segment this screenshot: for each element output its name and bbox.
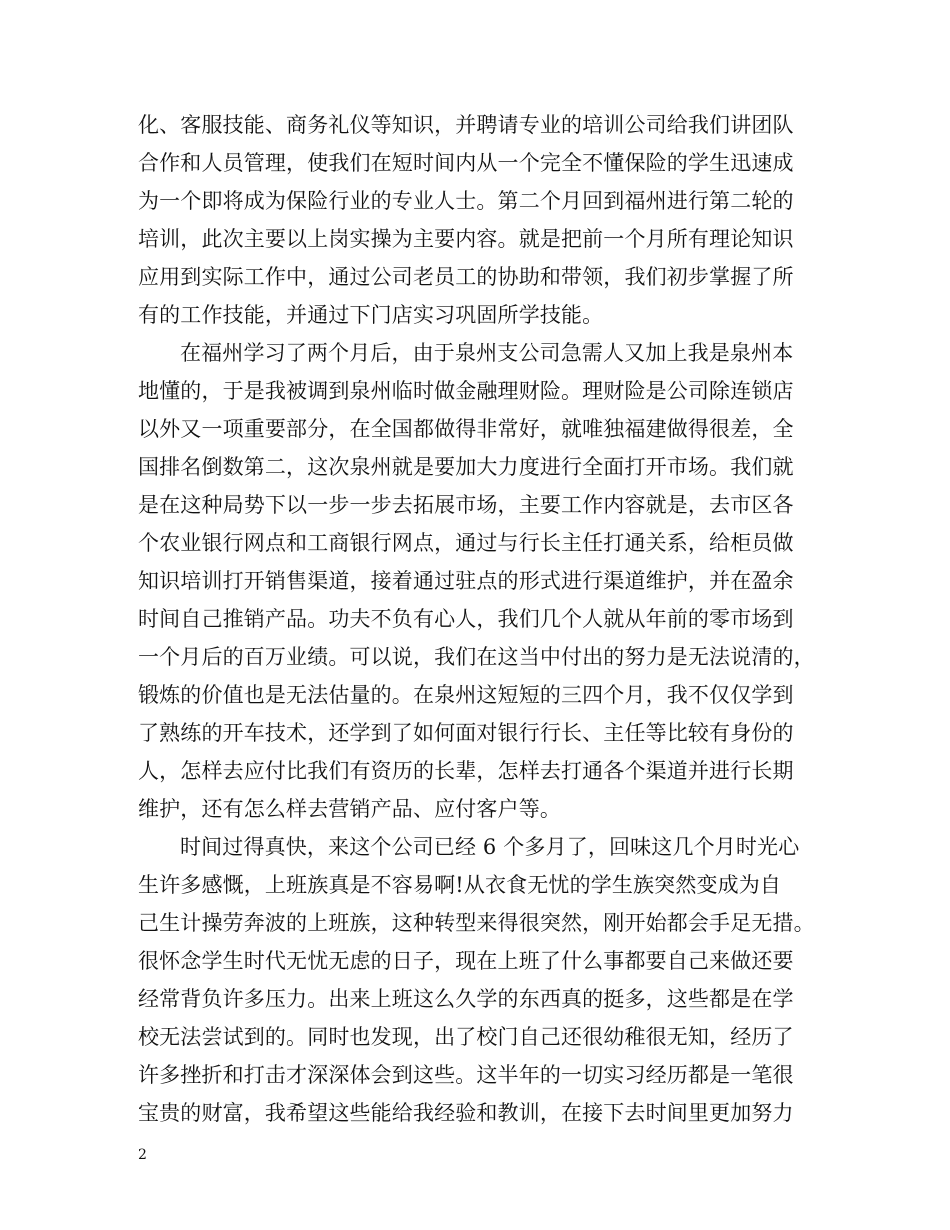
text-line: 时间过得真快，来这个公司已经 6 个多月了，回味这几个月时光心 [180,835,800,859]
text-line: 地懂的，于是我被调到泉州临时做金融理财险。理财险是公司除连锁店 [138,379,794,403]
text-line: 知识培训打开销售渠道，接着通过驻点的形式进行渠道维护，并在盈余 [138,569,794,593]
text-line: 很怀念学生时代无忧无虑的日子，现在上班了什么事都要自己来做还要 [138,949,794,973]
page-number: 2 [138,1147,147,1163]
text-line: 生许多感慨，上班族真是不容易啊!从衣食无忧的学生族突然变成为自 [138,873,782,897]
paragraph-1 [138,106,828,334]
paragraph-2 [138,334,828,828]
text-line: 维护，还有怎么样去营销产品、应付客户等。 [138,797,561,821]
text-line: 锻炼的价值也是无法估量的。在泉州这短短的三四个月，我不仅仅学到 [138,683,794,707]
text-line: 许多挫折和打击才深深体会到这些。这半年的一切实习经历都是一笔很 [138,1063,794,1087]
text-line: 校无法尝试到的。同时也发现，出了校门自己还很幼稚很无知，经历了 [138,1025,794,1049]
text-line: 培训，此次主要以上岗实操为主要内容。就是把前一个月所有理论知识 [138,227,794,251]
text-line: 为一个即将成为保险行业的专业人士。第二个月回到福州进行第二轮的 [138,189,794,213]
text-line: 应用到实际工作中，通过公司老员工的协助和带领，我们初步掌握了所 [138,265,794,289]
document-body [138,106,828,1132]
text-line: 有的工作技能，并通过下门店实习巩固所学技能。 [138,303,604,327]
text-line: 经常背负许多压力。出来上班这么久学的东西真的挺多，这些都是在学 [138,987,794,1011]
text-line: 了熟练的开车技术，还学到了如何面对银行行长、主任等比较有身份的 [138,721,794,745]
text-line: 国排名倒数第二，这次泉州就是要加大力度进行全面打开市场。我们就 [138,455,794,479]
text-line: 己生计操劳奔波的上班族，这种转型来得很突然，刚开始都会手足无措。 [138,911,815,935]
text-line: 在福州学习了两个月后，由于泉州支公司急需人又加上我是泉州本 [180,341,794,365]
text-line: 人，怎样去应付比我们有资历的长辈，怎样去打通各个渠道并进行长期 [138,759,794,783]
text-line: 一个月后的百万业绩。可以说，我们在这当中付出的努力是无法说清的， [138,645,815,669]
paragraph-3 [138,828,828,1132]
text-line: 宝贵的财富，我希望这些能给我经验和教训，在接下去时间里更加努力 [138,1101,794,1125]
text-line: 是在这种局势下以一步一步去拓展市场，主要工作内容就是，去市区各 [138,493,794,517]
text-line: 以外又一项重要部分，在全国都做得非常好，就唯独福建做得很差，全 [138,417,794,441]
text-line: 时间自己推销产品。功夫不负有心人，我们几个人就从年前的零市场到 [138,607,794,631]
text-line: 化、客服技能、商务礼仪等知识，并聘请专业的培训公司给我们讲团队 [138,113,794,137]
text-line: 个农业银行网点和工商银行网点，通过与行长主任打通关系，给柜员做 [138,531,794,555]
text-line: 合作和人员管理，使我们在短时间内从一个完全不懂保险的学生迅速成 [138,151,794,175]
